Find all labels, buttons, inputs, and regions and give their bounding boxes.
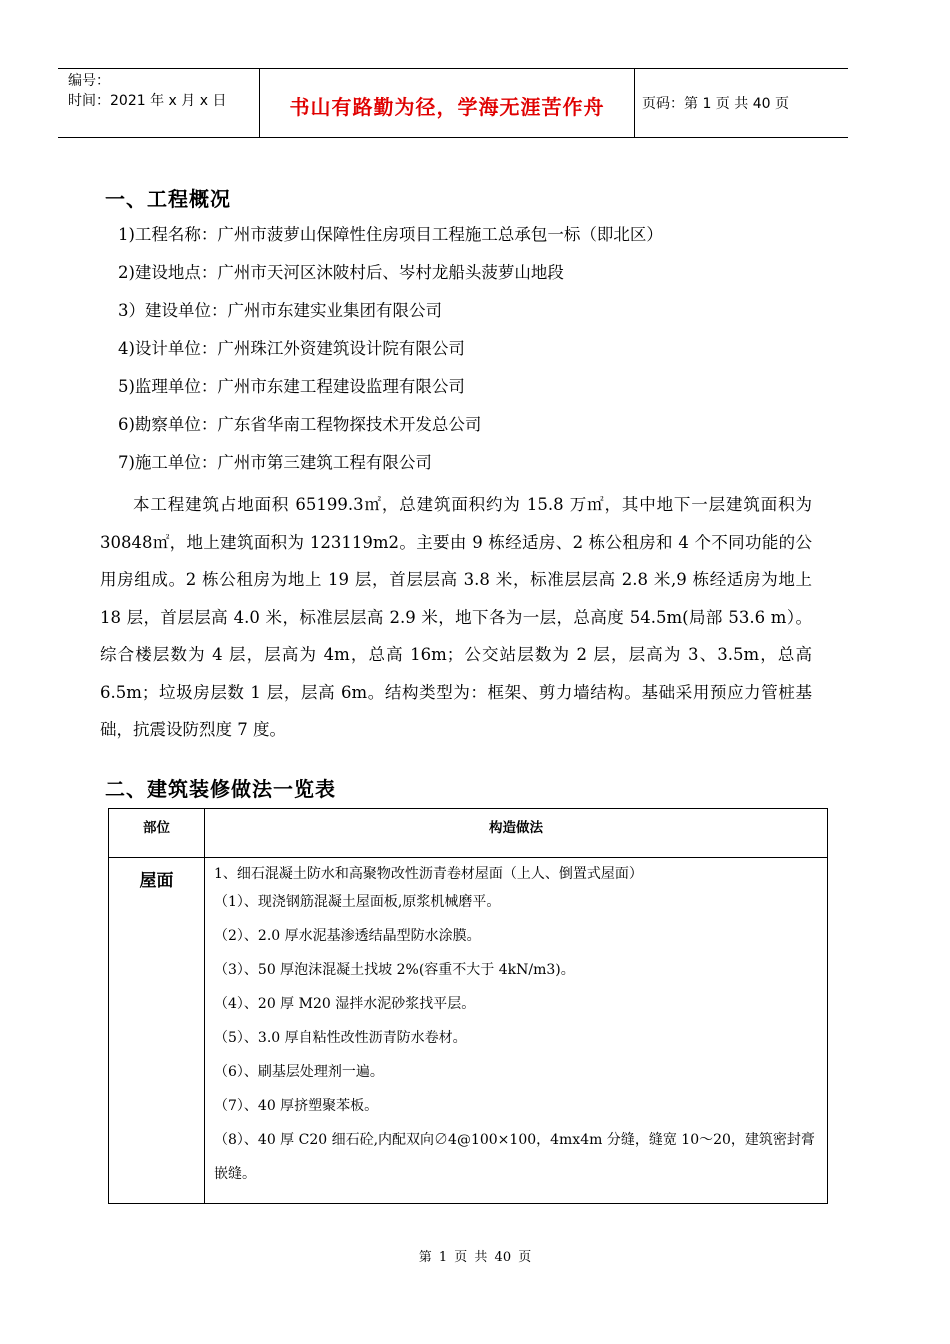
row-method-cell — [205, 858, 828, 1204]
project-info-item: 2)建设地点：广州市天河区沐陂村后、岑村龙船头菠萝山地段 — [118, 263, 564, 282]
doc-time-label: 时间：2021 年 x 月 x 日 — [68, 93, 227, 109]
header-page-cell — [634, 69, 848, 137]
header-method-text: 构造做法 — [489, 820, 543, 836]
method-steps — [214, 885, 821, 1191]
table-header-row — [109, 809, 828, 858]
table-header-method — [205, 809, 828, 858]
project-info-item: 4)设计单位：广州珠江外资建筑设计院有限公司 — [118, 339, 465, 358]
project-info-item: 7)施工单位：广州市第三建筑工程有限公司 — [118, 453, 432, 472]
method-step: （6）、刷基层处理剂一遍。 — [214, 1064, 384, 1080]
project-info-item: 3）建设单位：广州市东建实业集团有限公司 — [118, 301, 442, 320]
page-header — [58, 68, 848, 138]
project-info-item: 6)勘察单位：广东省华南工程物探技术开发总公司 — [118, 415, 482, 434]
row-part-cell — [109, 858, 205, 1204]
method-step: （1）、现浇钢筋混凝土屋面板,原浆机械磨平。 — [214, 894, 501, 910]
row-part-label: 屋面 — [139, 871, 174, 891]
method-step: （3）、50 厚泡沫混凝土找坡 2%(容重不大于 4kN/m3)。 — [214, 962, 575, 978]
table-header-part — [109, 809, 205, 858]
finishes-table — [108, 808, 828, 1204]
method-step: （5）、3.0 厚自粘性改性沥青防水卷材。 — [214, 1030, 467, 1046]
method-step: （7）、40 厚挤塑聚苯板。 — [214, 1098, 379, 1114]
method-title: 1、细石混凝土防水和高聚物改性沥青卷材屋面（上人、倒置式屋面） — [214, 866, 643, 882]
page-footer: 第 1 页 共 40 页 — [418, 1250, 532, 1265]
project-info-list — [118, 218, 663, 484]
project-info-item: 1)工程名称：广州市菠萝山保障性住房项目工程施工总承包一标（即北区） — [118, 225, 663, 244]
section-title-finishes: 二、建筑装修做法一览表 — [105, 777, 336, 801]
header-part-text: 部位 — [143, 820, 170, 836]
project-info-item: 5)监理单位：广州市东建工程建设监理有限公司 — [118, 377, 465, 396]
header-page-number: 页码：第 1 页 共 40 页 — [642, 96, 789, 112]
section-title-overview: 一、工程概况 — [105, 187, 231, 211]
header-motto-cell — [259, 69, 635, 137]
header-motto: 书山有路勤为径，学海无涯苦作舟 — [289, 95, 605, 119]
doc-number-label: 编号： — [68, 73, 110, 89]
project-description: 本工程建筑占地面积 65199.3㎡，总建筑面积约为 15.8 万㎡，其中地下一层建筑面积为 30848㎡，地上建筑面积为 123119m2。主要由 9 栋经适房、2 栋公租房和 4 个不同功能的公用房组成。2 栋公租房为地上 19 层，首层层高 3.8 米，标准层层高 2.8 米,9 栋经适房为地上 18 层，首层层高 4.0 米，标准层层高 2.9 米，地下各为一层，总高度 54.5m(局部 53.6 m）。综合楼层数为 4 层，层高为 4m，总高 16m；公交站层数为 2 层，层高为 3、3.5m，总高 6.5m；垃圾房层数 1 层，层高 6m。结构类型为：框架、剪力墙结构。基础采用预应力管桩基础，抗震设防烈度 7 度。 — [100, 495, 812, 739]
table-row — [109, 858, 828, 1204]
method-step: （4）、20 厚 M20 湿拌水泥砂浆找平层。 — [214, 996, 476, 1012]
method-step: （8）、40 厚 C20 细石砼,内配双向∅4@100×100，4mx4m 分缝，缝宽 10～20，建筑密封膏嵌缝。 — [214, 1132, 815, 1182]
method-step: （2）、2.0 厚水泥基渗透结晶型防水涂膜。 — [214, 928, 481, 944]
header-meta-cell — [58, 69, 259, 137]
